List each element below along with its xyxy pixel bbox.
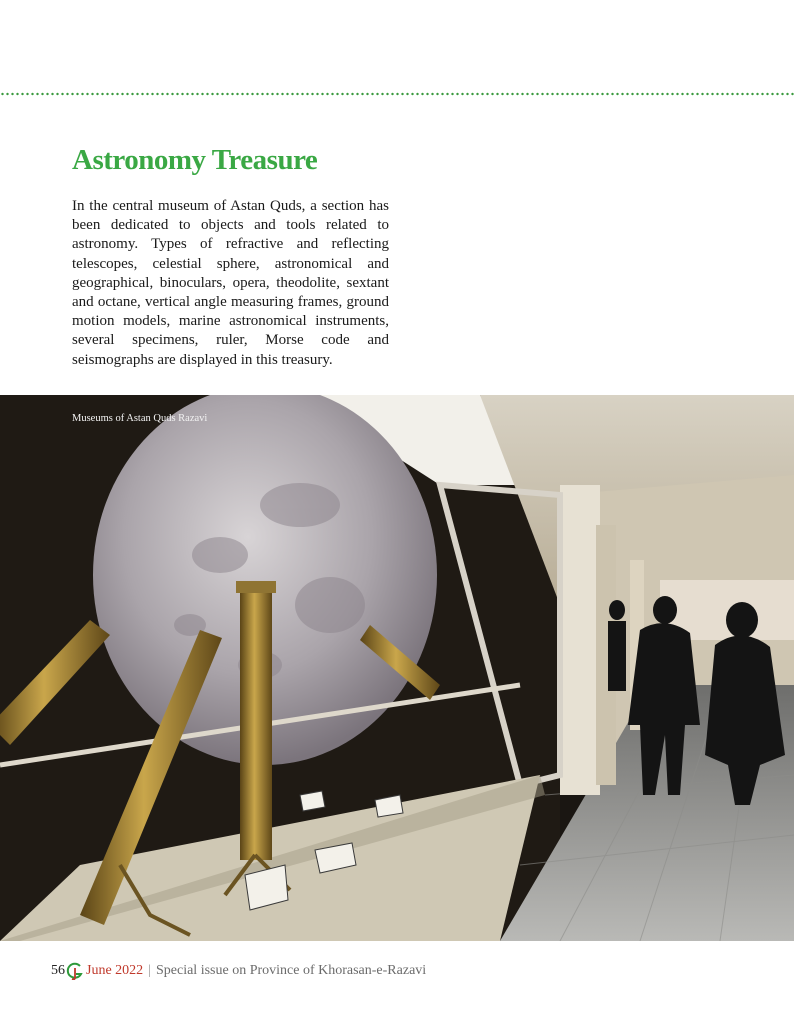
footer-separator: | (148, 963, 151, 978)
dotted-divider (0, 92, 794, 96)
page-footer (51, 961, 426, 981)
article-title: Astronomy Treasure (72, 144, 318, 176)
issue-date: June 2022 (86, 963, 144, 978)
photo-credit: Museums of Astan Quds Razavi (72, 413, 208, 424)
article-body: In the central museum of Astan Quds, a section has been dedicated to objects and tools related to astronomy. Types of refractive and reflecting telescopes, celestial sphere, astronomical and geographical, binoculars, opera, theodolite, sextant and octane, vertical angle measuring frames, ground motion models, marine astronomical instruments, several specimens, ruler, Morse code and seismographs are displayed in this treasury. (72, 198, 389, 368)
magazine-logo-icon (66, 962, 84, 980)
telescope-exhibit-illustration (0, 395, 794, 941)
page-number: 56 (51, 963, 65, 978)
museum-photo (0, 395, 794, 941)
issue-title: Special issue on Province of Khorasan-e-Razavi (155, 963, 427, 978)
